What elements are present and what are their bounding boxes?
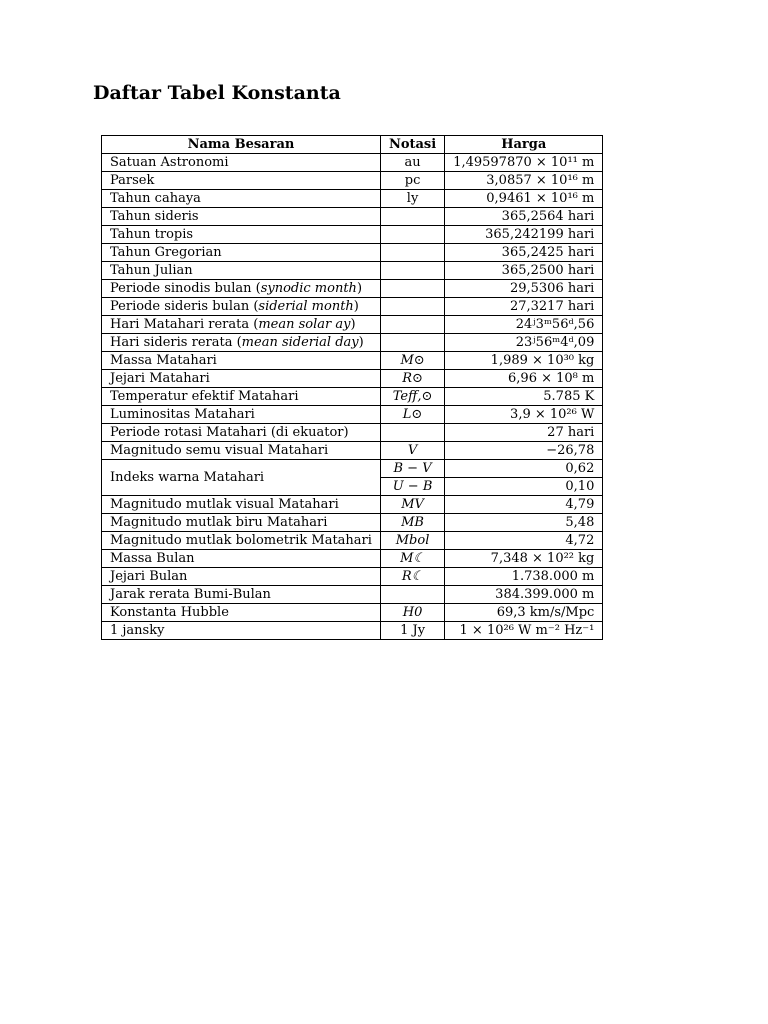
table-row: [102, 550, 603, 568]
row-notation: L⊙: [380, 406, 444, 424]
row-name-text: Massa Matahari: [110, 352, 217, 368]
row-name: [102, 460, 381, 496]
row-name-text: Periode sinodis bulan (: [110, 280, 261, 296]
row-value: 365,2564 hari: [445, 208, 603, 226]
row-notation: R⊙: [380, 370, 444, 388]
table-row: [102, 604, 603, 622]
table-row: [102, 424, 603, 442]
row-name-text: Jarak rerata Bumi-Bulan: [110, 586, 271, 602]
row-name-text: Satuan Astronomi: [110, 154, 229, 170]
table-header-row: [102, 136, 603, 154]
row-value: 4,79: [445, 496, 603, 514]
row-notation: au: [380, 154, 444, 172]
row-name: [102, 208, 381, 226]
row-notation: R☾: [380, 568, 444, 586]
row-notation: V: [380, 442, 444, 460]
table-row: [102, 406, 603, 424]
row-name-text: Magnitudo mutlak visual Matahari: [110, 496, 339, 512]
row-value: 27,3217 hari: [445, 298, 603, 316]
row-name: [102, 316, 381, 334]
row-name: [102, 298, 381, 316]
row-notation: [380, 226, 444, 244]
row-value: 23ʲ56ᵐ4ᵈ,09: [445, 334, 603, 352]
row-value: 1.738.000 m: [445, 568, 603, 586]
row-name: [102, 154, 381, 172]
row-name: [102, 352, 381, 370]
row-notation: [380, 586, 444, 604]
row-name: [102, 226, 381, 244]
row-name: [102, 262, 381, 280]
row-name: [102, 514, 381, 532]
table-row: [102, 190, 603, 208]
table-row: [102, 208, 603, 226]
row-value: 384.399.000 m: [445, 586, 603, 604]
row-name-close: ): [358, 334, 364, 350]
row-notation: MV: [380, 496, 444, 514]
row-name-text: Parsek: [110, 172, 155, 188]
row-notation: Teff,⊙: [380, 388, 444, 406]
row-name: [102, 622, 381, 640]
row-name: [102, 424, 381, 442]
row-value: 0,62: [445, 460, 603, 478]
row-notation: U − B: [380, 478, 444, 496]
row-name-text: Magnitudo mutlak biru Matahari: [110, 514, 328, 530]
row-value: 1,989 × 10³⁰ kg: [445, 352, 603, 370]
row-name-text: Massa Bulan: [110, 550, 195, 566]
row-value: 7,348 × 10²² kg: [445, 550, 603, 568]
row-notation: pc: [380, 172, 444, 190]
row-name-text: Hari Matahari rerata (: [110, 316, 259, 332]
row-name-text: 1 jansky: [110, 622, 165, 638]
row-name: [102, 172, 381, 190]
row-value: 6,96 × 10⁸ m: [445, 370, 603, 388]
row-name-text: Tahun tropis: [110, 226, 194, 242]
row-notation: ly: [380, 190, 444, 208]
table-row: [102, 154, 603, 172]
row-name: [102, 532, 381, 550]
constants-table: [101, 135, 603, 640]
row-notation: [380, 208, 444, 226]
row-value: 365,2425 hari: [445, 244, 603, 262]
row-name: [102, 550, 381, 568]
row-value: 0,10: [445, 478, 603, 496]
row-value: 0,9461 × 10¹⁶ m: [445, 190, 603, 208]
row-name-text: Temperatur efektif Matahari: [110, 388, 299, 404]
row-name: [102, 442, 381, 460]
row-name: [102, 604, 381, 622]
row-notation: M⊙: [380, 352, 444, 370]
row-notation: [380, 298, 444, 316]
row-name: [102, 280, 381, 298]
row-name-english: mean solar ay: [258, 316, 351, 332]
row-notation: [380, 334, 444, 352]
row-name: [102, 586, 381, 604]
row-name-text: Jejari Bulan: [110, 568, 188, 584]
row-name-text: Indeks warna Matahari: [110, 469, 265, 485]
row-notation: [380, 424, 444, 442]
row-value: 365,2500 hari: [445, 262, 603, 280]
row-value: 24ʲ3ᵐ56ᵈ,56: [445, 316, 603, 334]
row-name-text: Tahun Gregorian: [110, 244, 222, 260]
row-name-text: Jejari Matahari: [110, 370, 210, 386]
row-value: 29,5306 hari: [445, 280, 603, 298]
table-row: [102, 586, 603, 604]
row-name-text: Tahun cahaya: [110, 190, 201, 206]
table-row: [102, 280, 603, 298]
row-value: 365,242199 hari: [445, 226, 603, 244]
row-name-english: synodic month: [260, 280, 357, 296]
table-row: [102, 172, 603, 190]
row-value: 3,0857 × 10¹⁶ m: [445, 172, 603, 190]
table-row: [102, 226, 603, 244]
row-name-english: siderial month: [258, 298, 354, 314]
row-notation: H0: [380, 604, 444, 622]
row-name-text: Tahun sideris: [110, 208, 199, 224]
table-row: [102, 460, 603, 478]
page-title: Daftar Tabel Konstanta: [93, 82, 341, 104]
row-name-close: ): [353, 298, 359, 314]
row-value: 1,49597870 × 10¹¹ m: [445, 154, 603, 172]
table-body: [102, 154, 603, 640]
row-name-text: Periode rotasi Matahari (di ekuator): [110, 424, 349, 440]
row-notation: M☾: [380, 550, 444, 568]
row-notation: 1 Jy: [380, 622, 444, 640]
table-row: [102, 316, 603, 334]
row-name: [102, 568, 381, 586]
row-value: −26,78: [445, 442, 603, 460]
row-name-text: Periode sideris bulan (: [110, 298, 259, 314]
table-row: [102, 496, 603, 514]
row-name: [102, 496, 381, 514]
row-notation: [380, 244, 444, 262]
row-notation: Mbol: [380, 532, 444, 550]
row-value: 69,3 km/s/Mpc: [445, 604, 603, 622]
row-name-text: Magnitudo mutlak bolometrik Matahari: [110, 532, 372, 548]
table-row: [102, 532, 603, 550]
row-name-text: Magnitudo semu visual Matahari: [110, 442, 329, 458]
table-row: [102, 244, 603, 262]
row-name-text: Konstanta Hubble: [110, 604, 229, 620]
row-notation: MB: [380, 514, 444, 532]
row-name: [102, 334, 381, 352]
row-name-english: mean siderial day: [241, 334, 359, 350]
table-row: [102, 262, 603, 280]
table-row: [102, 370, 603, 388]
row-notation: [380, 316, 444, 334]
row-name: [102, 370, 381, 388]
table-row: [102, 568, 603, 586]
row-name: [102, 190, 381, 208]
row-value: 5.785 K: [445, 388, 603, 406]
table-row: [102, 334, 603, 352]
row-value: 3,9 × 10²⁶ W: [445, 406, 603, 424]
row-name-close: ): [356, 280, 363, 296]
row-name: [102, 406, 381, 424]
table-row: [102, 622, 603, 640]
row-value: 4,72: [445, 532, 603, 550]
row-name-close: ): [350, 316, 356, 332]
row-notation: B − V: [380, 460, 444, 478]
table-row: [102, 442, 603, 460]
row-value: 1 × 10²⁶ W m⁻² Hz⁻¹: [445, 622, 603, 640]
row-name-text: Tahun Julian: [110, 262, 193, 278]
table-row: [102, 352, 603, 370]
row-notation: [380, 262, 444, 280]
row-name: [102, 388, 381, 406]
row-notation: [380, 280, 444, 298]
header-name: Nama Besaran: [102, 136, 381, 154]
row-value: 5,48: [445, 514, 603, 532]
table-row: [102, 388, 603, 406]
header-notation: Notasi: [380, 136, 444, 154]
header-value: Harga: [445, 136, 603, 154]
row-name-text: Luminositas Matahari: [110, 406, 255, 422]
row-value: 27 hari: [445, 424, 603, 442]
table-row: [102, 298, 603, 316]
row-name: [102, 244, 381, 262]
row-name-text: Hari sideris rerata (: [110, 334, 242, 350]
table-row: [102, 514, 603, 532]
